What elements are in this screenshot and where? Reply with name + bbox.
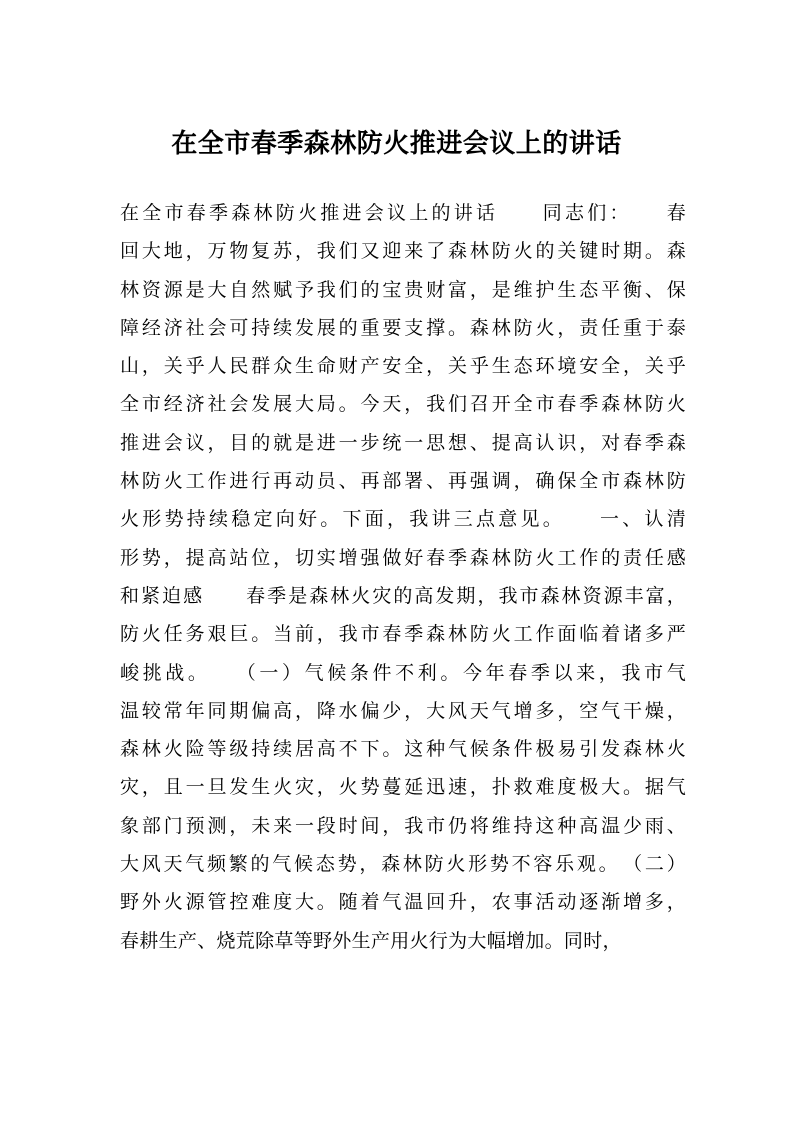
body-line: 形势，提高站位，切实增强做好春季森林防火工作的责任感: [120, 546, 686, 569]
body-line: 林防火工作进行再动员、再部署、再强调，确保全市森林防: [120, 470, 686, 493]
body-line: 推进会议，目的就是进一步统一思想、提高认识，对春季森: [120, 431, 686, 454]
body-line: 和紧迫感 春季是森林火灾的高发期，我市森林资源丰富，: [120, 584, 686, 607]
body-line: 火形势持续稳定向好。下面，我讲三点意见。 一、认清: [120, 508, 686, 531]
body-line: 大风天气频繁的气候态势，森林防火形势不容乐观。 （二）: [120, 853, 686, 876]
body-line: 春耕生产、烧荒除草等野外生产用火行为大幅增加。同时，: [120, 929, 622, 952]
body-line: 灾，且一旦发生火灾，火势蔓延迅速，扑救难度极大。据气: [120, 776, 686, 799]
body-line: 回大地，万物复苏，我们又迎来了森林防火的关键时期。森: [120, 240, 686, 263]
body-line: 象部门预测，未来一段时间，我市仍将维持这种高温少雨、: [120, 814, 686, 837]
body-line: 野外火源管控难度大。随着气温回升，农事活动逐渐增多，: [120, 891, 686, 914]
body-line: 温较常年同期偏高，降水偏少，大风天气增多，空气干燥，: [120, 699, 686, 722]
document-body: [120, 194, 686, 960]
body-line: 在全市春季森林防火推进会议上的讲话 同志们： 春: [120, 202, 686, 224]
document-title: 在全市春季森林防火推进会议上的讲话: [171, 129, 622, 159]
body-line: 山，关乎人民群众生命财产安全，关乎生态环境安全，关乎: [120, 355, 686, 378]
body-line: 全市经济社会发展大局。今天，我们召开全市春季森林防火: [120, 393, 686, 416]
body-line: 峻挑战。 （一）气候条件不利。今年春季以来，我市气: [120, 661, 686, 684]
body-line: 防火任务艰巨。当前，我市春季森林防火工作面临着诸多严: [120, 623, 686, 646]
body-line: 林资源是大自然赋予我们的宝贵财富，是维护生态平衡、保: [120, 278, 686, 301]
body-line: 障经济社会可持续发展的重要支撑。森林防火，责任重于泰: [120, 316, 686, 339]
body-line: 森林火险等级持续居高不下。这种气候条件极易引发森林火: [120, 738, 686, 761]
